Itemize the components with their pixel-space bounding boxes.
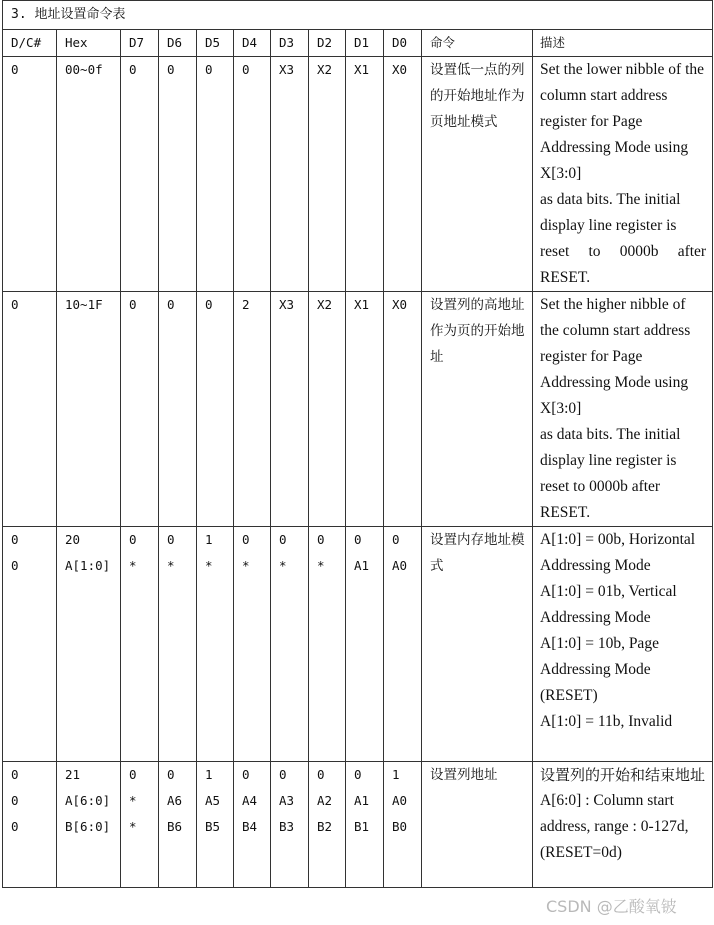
dc-cell: 0 <box>3 292 57 527</box>
bit-d5: 1 * <box>197 527 234 762</box>
bit-d7: 0 * * <box>121 762 159 888</box>
header-d5: D5 <box>197 30 234 57</box>
command-cell: 设置列地址 <box>422 762 533 888</box>
header-description: 描述 <box>533 30 713 57</box>
bit-d1: X1 <box>346 292 384 527</box>
header-d2: D2 <box>309 30 346 57</box>
hex-cell: 00~0f <box>57 57 121 292</box>
bit-d7: 0 <box>121 57 159 292</box>
bit-d6: 0 <box>159 292 197 527</box>
bit-d4: 0 * <box>234 527 271 762</box>
header-d4: D4 <box>234 30 271 57</box>
bit-d2: 0 A2 B2 <box>309 762 346 888</box>
header-dc: D/C# <box>3 30 57 57</box>
bit-d0: 0 A0 <box>384 527 422 762</box>
bit-d0: X0 <box>384 57 422 292</box>
bit-d2: X2 <box>309 292 346 527</box>
description-cell: Set the higher nibble of the column start address register for Page Addressing Mode using X[3:0] as data bits. The initial display line register is reset to 0000b after RESET. <box>533 292 713 527</box>
header-d6: D6 <box>159 30 197 57</box>
bit-d6: 0 * <box>159 527 197 762</box>
command-cell: 设置列的高地址作为页的开始地址 <box>422 292 533 527</box>
bit-d1: X1 <box>346 57 384 292</box>
bit-d1: 0 A1 B1 <box>346 762 384 888</box>
bit-d0: X0 <box>384 292 422 527</box>
description-cell: 设置列的开始和结束地址 A[6:0] : Column start address, range : 0-127d, (RESET=0d) <box>533 762 713 888</box>
bit-d4: 0 A4 B4 <box>234 762 271 888</box>
header-command: 命令 <box>422 30 533 57</box>
command-cell: 设置内存地址模式 <box>422 527 533 762</box>
bit-d2: 0 * <box>309 527 346 762</box>
hex-cell: 20 A[1:0] <box>57 527 121 762</box>
hex-cell: 21 A[6:0] B[6:0] <box>57 762 121 888</box>
description-cell: A[1:0] = 00b, Horizontal Addressing Mode A[1:0] = 01b, Vertical Addressing Mode A[1:0] = 10b, Page Addressing Mode (RESET) A[1:0] = 11b, Invalid <box>533 527 713 762</box>
table-row <box>3 762 713 888</box>
bit-d5: 0 <box>197 57 234 292</box>
bit-d7: 0 <box>121 292 159 527</box>
table-row <box>3 292 713 527</box>
command-cell: 设置低一点的列的开始地址作为页地址模式 <box>422 57 533 292</box>
watermark: CSDN @乙酸氧铍 <box>546 897 677 916</box>
bit-d3: X3 <box>271 292 309 527</box>
dc-cell: 0 0 0 <box>3 762 57 888</box>
bit-d4: 2 <box>234 292 271 527</box>
bit-d6: 0 A6 B6 <box>159 762 197 888</box>
table-row <box>3 527 713 762</box>
header-d1: D1 <box>346 30 384 57</box>
bit-d3: 0 A3 B3 <box>271 762 309 888</box>
dc-cell: 0 <box>3 57 57 292</box>
bit-d0: 1 A0 B0 <box>384 762 422 888</box>
hex-cell: 10~1F <box>57 292 121 527</box>
address-command-table <box>2 0 713 888</box>
bit-d7: 0 * <box>121 527 159 762</box>
bit-d5: 1 A5 B5 <box>197 762 234 888</box>
description-cell: Set the lower nibble of the column start address register for Page Addressing Mode using X[3:0] as data bits. The initial display line register is reset to 0000b after RESET. <box>533 57 713 292</box>
dc-cell: 0 0 <box>3 527 57 762</box>
bit-d2: X2 <box>309 57 346 292</box>
bit-d6: 0 <box>159 57 197 292</box>
bit-d5: 0 <box>197 292 234 527</box>
table-row <box>3 57 713 292</box>
header-row <box>3 30 713 57</box>
bit-d4: 0 <box>234 57 271 292</box>
header-d3: D3 <box>271 30 309 57</box>
bit-d1: 0 A1 <box>346 527 384 762</box>
table-caption: 3. 地址设置命令表 <box>3 1 713 30</box>
header-d0: D0 <box>384 30 422 57</box>
header-d7: D7 <box>121 30 159 57</box>
bit-d3: X3 <box>271 57 309 292</box>
bit-d3: 0 * <box>271 527 309 762</box>
header-hex: Hex <box>57 30 121 57</box>
